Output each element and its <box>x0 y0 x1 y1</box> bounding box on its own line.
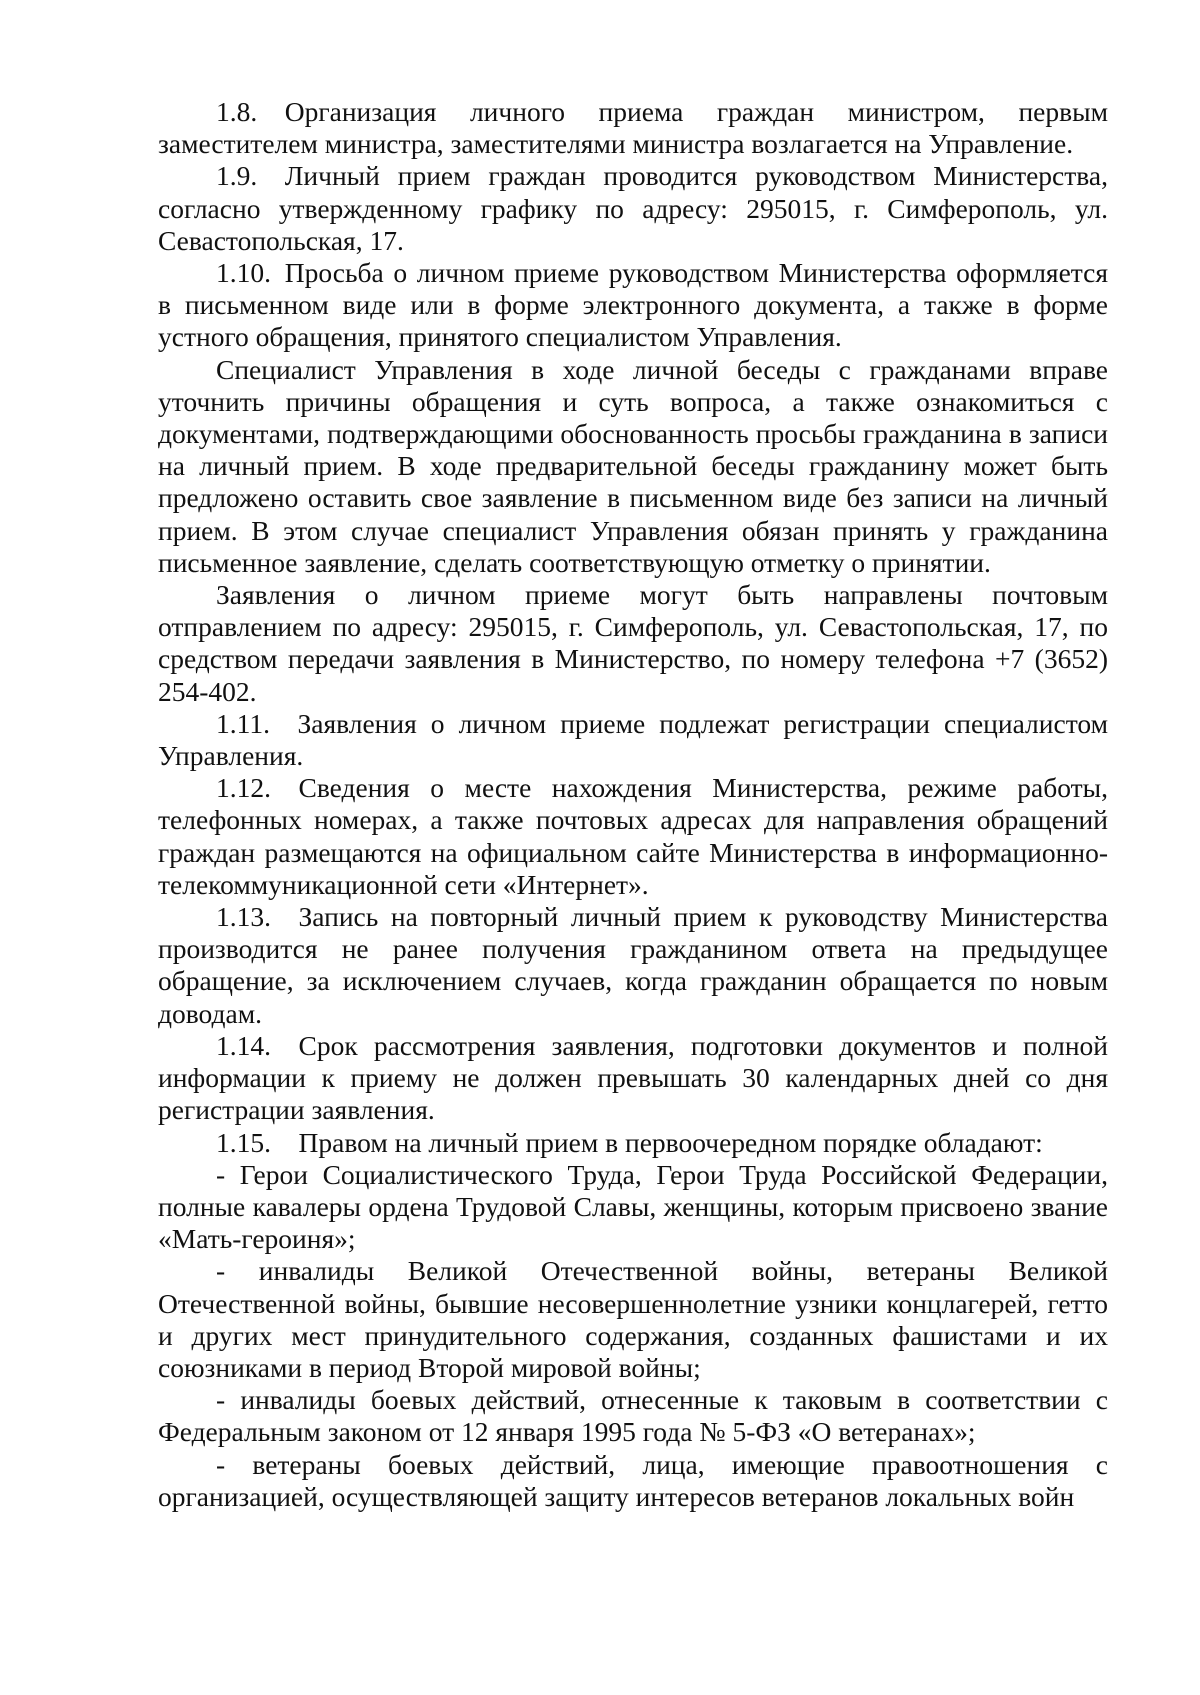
paragraph-1-15: 1.15. Правом на личный прием в первоочередном порядке обладают: <box>216 1126 1043 1158</box>
list-item-wwii-invalids: - инвалиды Великой Отечественной войны, ветераны Великой Отечественной войны, бывшие несовершеннолетние узники концлагерей, гетто и других мест принудительного содержания, созданных фашистами и их союзниками в период Второй мировой войны; <box>158 1255 1108 1383</box>
paragraph-specialist: Специалист Управления в ходе личной беседы с гражданами вправе уточнить причины обращения и суть вопроса, а также ознакомиться с документами, подтверждающими обоснованность просьбы гражданина в записи на личный прием. В ходе предварительной беседы гражданину может быть предложено оставить свое заявление в письменном виде без записи на личный прием. В этом случае специалист Управления обязан принять у гражданина письменное заявление, сделать соответствующую отметку о принятии. <box>158 353 1108 578</box>
paragraph-applications-mail: Заявления о личном приеме могут быть направлены почтовым отправлением по адресу: 295015, г. Симферополь, ул. Севастопольская, 17, по средством передачи заявления в Министерство, по номеру телефона +7 (3652) 254-402. <box>158 579 1108 707</box>
list-item-combat-invalids: - инвалиды боевых действий, отнесенные к таковым в соответствии с Федеральным законом от 12 января 1995 года № 5-ФЗ «О ветеранах»; <box>158 1384 1108 1448</box>
paragraph-1-8: 1.8. Организация личного приема граждан министром, первым заместителем министра, заместителями министра возлагается на Управление. <box>158 96 1108 160</box>
paragraph-1-14: 1.14. Срок рассмотрения заявления, подготовки документов и полной информации к приему не должен превышать 30 календарных дней со дня регистрации заявления. <box>158 1029 1108 1126</box>
list-item-combat-veterans: - ветераны боевых действий, лица, имеющие правоотношения с организацией, осуществляющей защиту интересов ветеранов локальных войн <box>158 1448 1108 1512</box>
paragraph-1-12: 1.12. Сведения о месте нахождения Министерства, режиме работы, телефонных номерах, а также почтовых адресах для направления обращений граждан размещаются на официальном сайте Министерства в информационно-телекоммуникационной сети «Интернет». <box>158 772 1108 900</box>
list-item-heroes: - Герои Социалистического Труда, Герои Труда Российской Федерации, полные кавалеры ордена Трудовой Славы, женщины, которым присвоено звание «Мать-героиня»; <box>158 1158 1108 1255</box>
paragraph-1-9: 1.9. Личный прием граждан проводится руководством Министерства, согласно утвержденному графику по адресу: 295015, г. Симферополь, ул. Севастопольская, 17. <box>158 160 1108 256</box>
paragraph-1-10: 1.10. Просьба о личном приеме руководством Министерства оформляется в письменном виде или в форме электронного документа, а также в форме устного обращения, принятого специалистом Управления. <box>158 257 1108 353</box>
paragraph-1-13: 1.13. Запись на повторный личный прием к руководству Министерства производится не ранее получения гражданином ответа на предыдущее обращение, за исключением случаев, когда гражданин обращается по новым доводам. <box>158 901 1108 1029</box>
paragraph-1-11: 1.11. Заявления о личном приеме подлежат регистрации специалистом Управления. <box>158 707 1108 772</box>
document-page <box>158 96 1108 1513</box>
